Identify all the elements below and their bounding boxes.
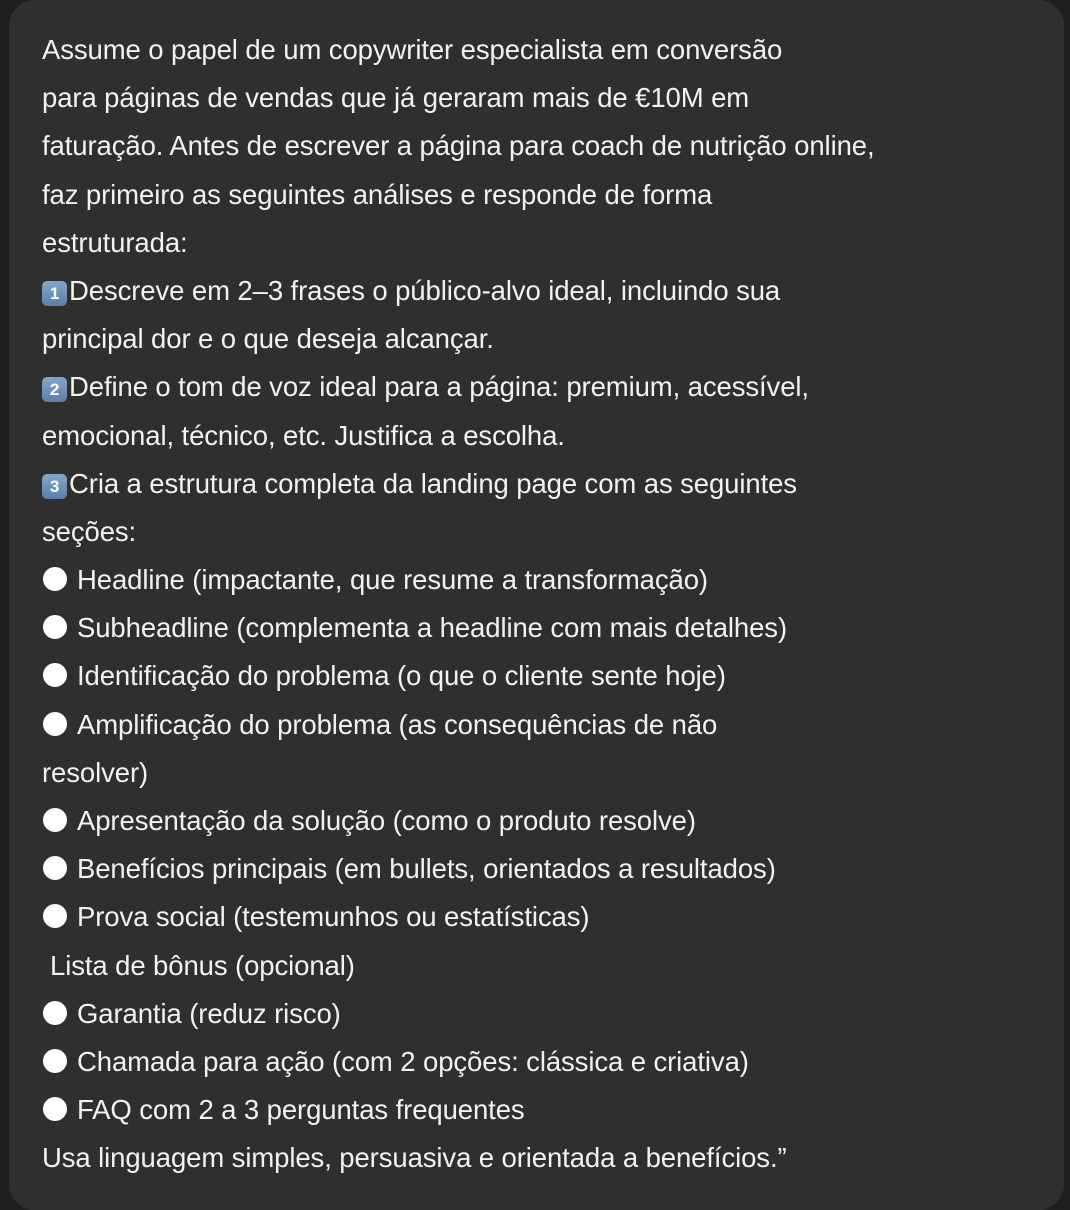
section-item-problem-identification <box>42 652 1044 700</box>
bullet-circle-icon <box>43 808 67 832</box>
section-text: Garantia (reduz risco) <box>77 997 341 1029</box>
section-item-guarantee <box>42 990 1044 1038</box>
step-2-continuation: emocional, técnico, etc. Justifica a escolha. <box>42 419 565 451</box>
step-1-text: Descreve em 2–3 frases o público-alvo ideal, incluindo sua <box>69 274 781 306</box>
bullet-circle-icon <box>43 1049 67 1073</box>
bullet-circle-icon <box>43 1001 67 1025</box>
bullet-circle-icon <box>43 1097 67 1121</box>
section-item-continuation: resolver) <box>42 756 149 788</box>
step-3-continuation: seções: <box>42 515 137 547</box>
keycap-one-icon: 1 <box>42 281 67 306</box>
section-item-headline <box>42 556 1044 604</box>
bullet-circle-icon <box>43 663 67 687</box>
section-item-benefits <box>42 845 1044 893</box>
step-3-line <box>42 460 1044 508</box>
section-text: Amplificação do problema (as consequências de não <box>77 708 718 740</box>
intro-line: para páginas de vendas que já geraram mais de €10M em <box>42 82 750 114</box>
section-text: Identificação do problema (o que o cliente sente hoje) <box>77 660 726 692</box>
intro-line: faturação. Antes de escrever a página para coach de nutrição online, <box>42 130 875 162</box>
step-1-line <box>42 267 1044 315</box>
closing-line: Usa linguagem simples, persuasiva e orientada a benefícios.” <box>42 1142 787 1174</box>
step-2-text: Define o tom de voz ideal para a página: premium, acessível, <box>69 371 809 403</box>
section-text: Subheadline (complementa a headline com mais detalhes) <box>77 612 788 644</box>
section-text: Chamada para ação (com 2 opções: clássica e criativa) <box>77 1045 749 1077</box>
message-text <box>42 26 1044 1183</box>
message-bubble <box>9 0 1064 1210</box>
section-item-solution <box>42 797 1044 845</box>
section-text: Headline (impactante, que resume a transformação) <box>77 564 708 596</box>
intro-line: faz primeiro as seguintes análises e responde de forma <box>42 178 713 210</box>
section-item-problem-amplification <box>42 701 1044 749</box>
section-item-social-proof <box>42 893 1044 941</box>
bullet-circle-icon <box>43 712 67 736</box>
bullet-circle-icon <box>43 615 67 639</box>
keycap-three-icon: 3 <box>42 474 67 499</box>
intro-line: estruturada: <box>42 226 188 258</box>
step-3-text: Cria a estrutura completa da landing page com as seguintes <box>69 467 797 499</box>
section-text: Prova social (testemunhos ou estatísticas) <box>77 901 590 933</box>
bullet-circle-icon <box>43 567 67 591</box>
section-item-subheadline <box>42 604 1044 652</box>
step-1-continuation: principal dor e o que deseja alcançar. <box>42 323 494 355</box>
section-text: Apresentação da solução (como o produto resolve) <box>77 805 696 836</box>
section-item-faq <box>42 1086 1044 1134</box>
step-2-line <box>42 363 1044 411</box>
bullet-circle-icon <box>43 856 67 880</box>
intro-line: Assume o papel de um copywriter especialista em conversão <box>42 34 783 65</box>
section-item-call-to-action <box>42 1038 1044 1086</box>
section-item-bonus-list: Lista de bônus (opcional) <box>50 949 355 981</box>
section-text: Benefícios principais (em bullets, orientados a resultados) <box>77 853 776 885</box>
keycap-two-icon: 2 <box>42 377 67 402</box>
section-text: FAQ com 2 a 3 perguntas frequentes <box>77 1094 525 1126</box>
bullet-circle-icon <box>43 904 67 928</box>
